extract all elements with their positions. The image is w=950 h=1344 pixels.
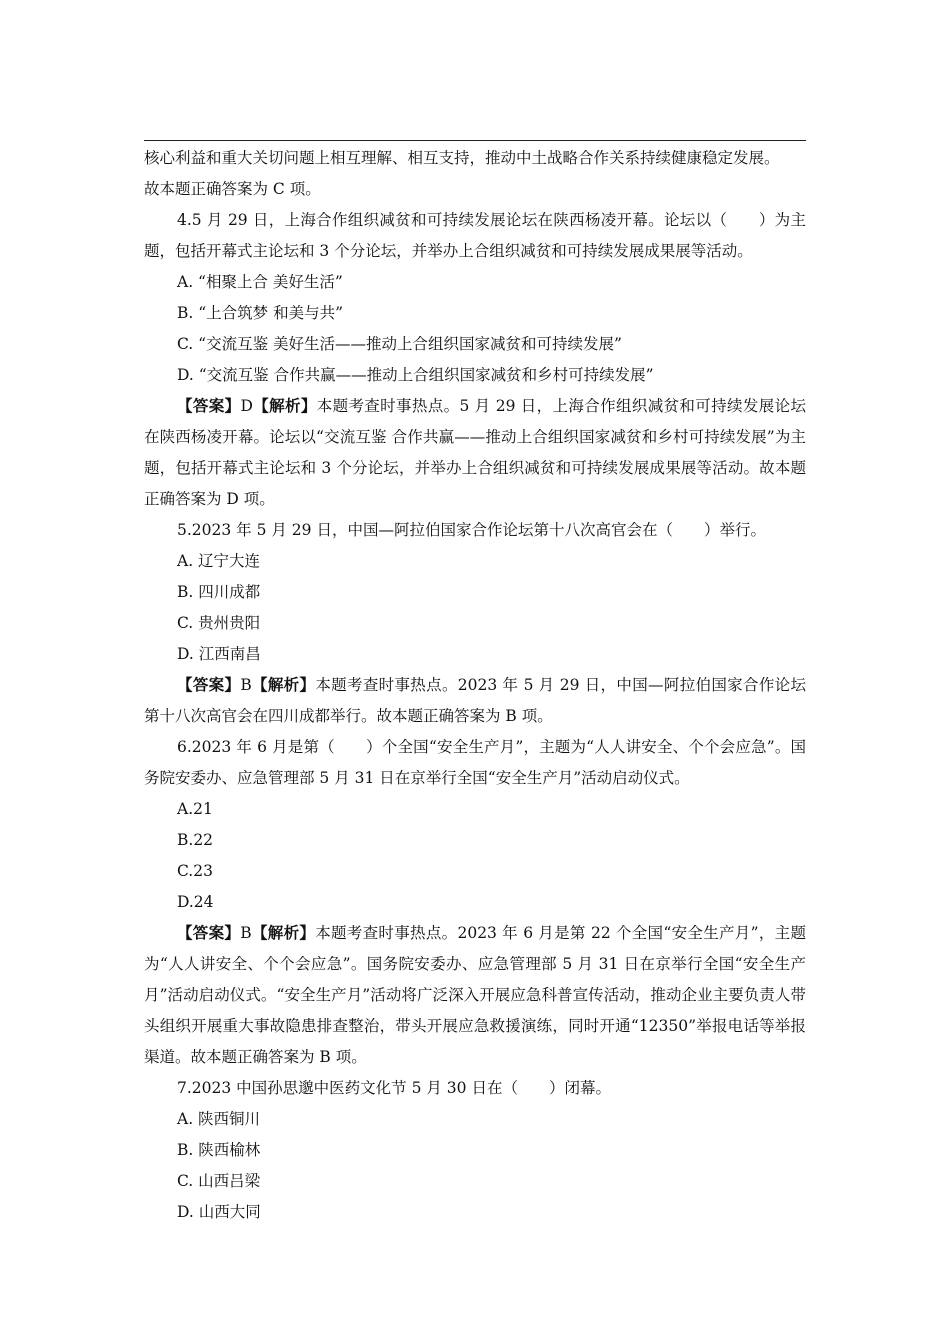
question-6-option-c: C.23 xyxy=(177,862,213,880)
question-4-option-d: D. “交流互鉴 合作共赢——推动上合组织国家减贫和乡村可持续发展” xyxy=(177,366,654,384)
intro-line-2: 故本题正确答案为 C 项。 xyxy=(144,180,321,198)
question-5-option-d: D. 江西南昌 xyxy=(177,645,261,663)
answer-letter: B xyxy=(240,676,252,694)
question-6-stem: 6.2023 年 6 月是第（ ）个全国“安全生产月”，主题为“人人讲安全、个个会应急”。国务院安委办、应急管理部 5 月 31 日在京举行全国“安全生产月”活动启动仪式。 xyxy=(144,738,806,787)
question-4-answer xyxy=(144,391,806,515)
question-7-option-d: D. 山西大同 xyxy=(177,1203,261,1221)
analysis-label: 【解析】 xyxy=(251,924,316,942)
analysis-text: 本题考查时事热点。2023 年 6 月是第 22 个全国“安全生产月”，主题为“人人讲安全、个个会应急”。国务院安委办、应急管理部 5 月 31 日在京举行全国“安全生产月”活动启动仪式。“安全生产月”活动将广泛深入开展应急科普宣传活动，推动企业主要负责人带头组织开展重大事故隐患排查整治，带头开展应急救援演练，同时开通“12350”举报电话等举报渠道。故本题正确答案为 B 项。 xyxy=(144,924,806,1066)
question-6-answer xyxy=(144,918,806,1073)
question-4-option-c: C. “交流互鉴 美好生活——推动上合组织国家减贫和可持续发展” xyxy=(177,335,622,353)
analysis-label: 【解析】 xyxy=(251,676,316,694)
answer-label: 【答案】 xyxy=(177,924,241,942)
analysis-text: 本题考查时事热点。5 月 29 日，上海合作组织减贫和可持续发展论坛在陕西杨凌开幕。论坛以“交流互鉴 合作共赢——推动上合组织国家减贫和乡村可持续发展”为主题，包括开幕式主论坛和 3 个分论坛，并举办上合组织减贫和可持续发展成果展等活动。故本题正确答案为 D 项。 xyxy=(144,397,806,508)
question-4-option-a: A. “相聚上合 美好生活” xyxy=(177,273,343,291)
answer-letter: B xyxy=(240,924,252,942)
intro-line-1: 核心利益和重大关切问题上相互理解、相互支持，推动中土战略合作关系持续健康稳定发展。 xyxy=(144,149,780,167)
question-7-stem: 7.2023 中国孙思邈中医药文化节 5 月 30 日在（ ）闭幕。 xyxy=(177,1079,611,1097)
question-5-option-b: B. 四川成都 xyxy=(177,583,261,601)
question-6-option-d: D.24 xyxy=(177,893,214,911)
answer-label: 【答案】 xyxy=(177,676,241,694)
answer-label: 【答案】 xyxy=(177,397,241,415)
question-7-option-b: B. 陕西榆林 xyxy=(177,1141,261,1159)
answer-letter: D xyxy=(240,397,253,415)
question-6-option-a: A.21 xyxy=(177,800,213,818)
question-5-option-a: A. 辽宁大连 xyxy=(177,552,261,570)
question-4-stem: 4.5 月 29 日，上海合作组织减贫和可持续发展论坛在陕西杨凌开幕。论坛以（ ）为主题，包括开幕式主论坛和 3 个分论坛，并举办上合组织减贫和可持续发展成果展等活动。 xyxy=(144,211,806,260)
analysis-label: 【解析】 xyxy=(252,397,317,415)
question-5-answer xyxy=(144,670,806,732)
question-5-option-c: C. 贵州贵阳 xyxy=(177,614,261,632)
question-5-stem: 5.2023 年 5 月 29 日，中国—阿拉伯国家合作论坛第十八次高官会在（ ）举行。 xyxy=(177,521,766,539)
document-body xyxy=(144,143,806,1228)
analysis-text: 本题考查时事热点。2023 年 5 月 29 日，中国—阿拉伯国家合作论坛第十八次高官会在四川成都举行。故本题正确答案为 B 项。 xyxy=(144,676,806,725)
question-6-option-b: B.22 xyxy=(177,831,214,849)
question-7-option-c: C. 山西吕梁 xyxy=(177,1172,261,1190)
header-rule xyxy=(144,140,806,141)
question-7-option-a: A. 陕西铜川 xyxy=(177,1110,261,1128)
question-4-option-b: B. “上合筑梦 和美与共” xyxy=(177,304,344,322)
